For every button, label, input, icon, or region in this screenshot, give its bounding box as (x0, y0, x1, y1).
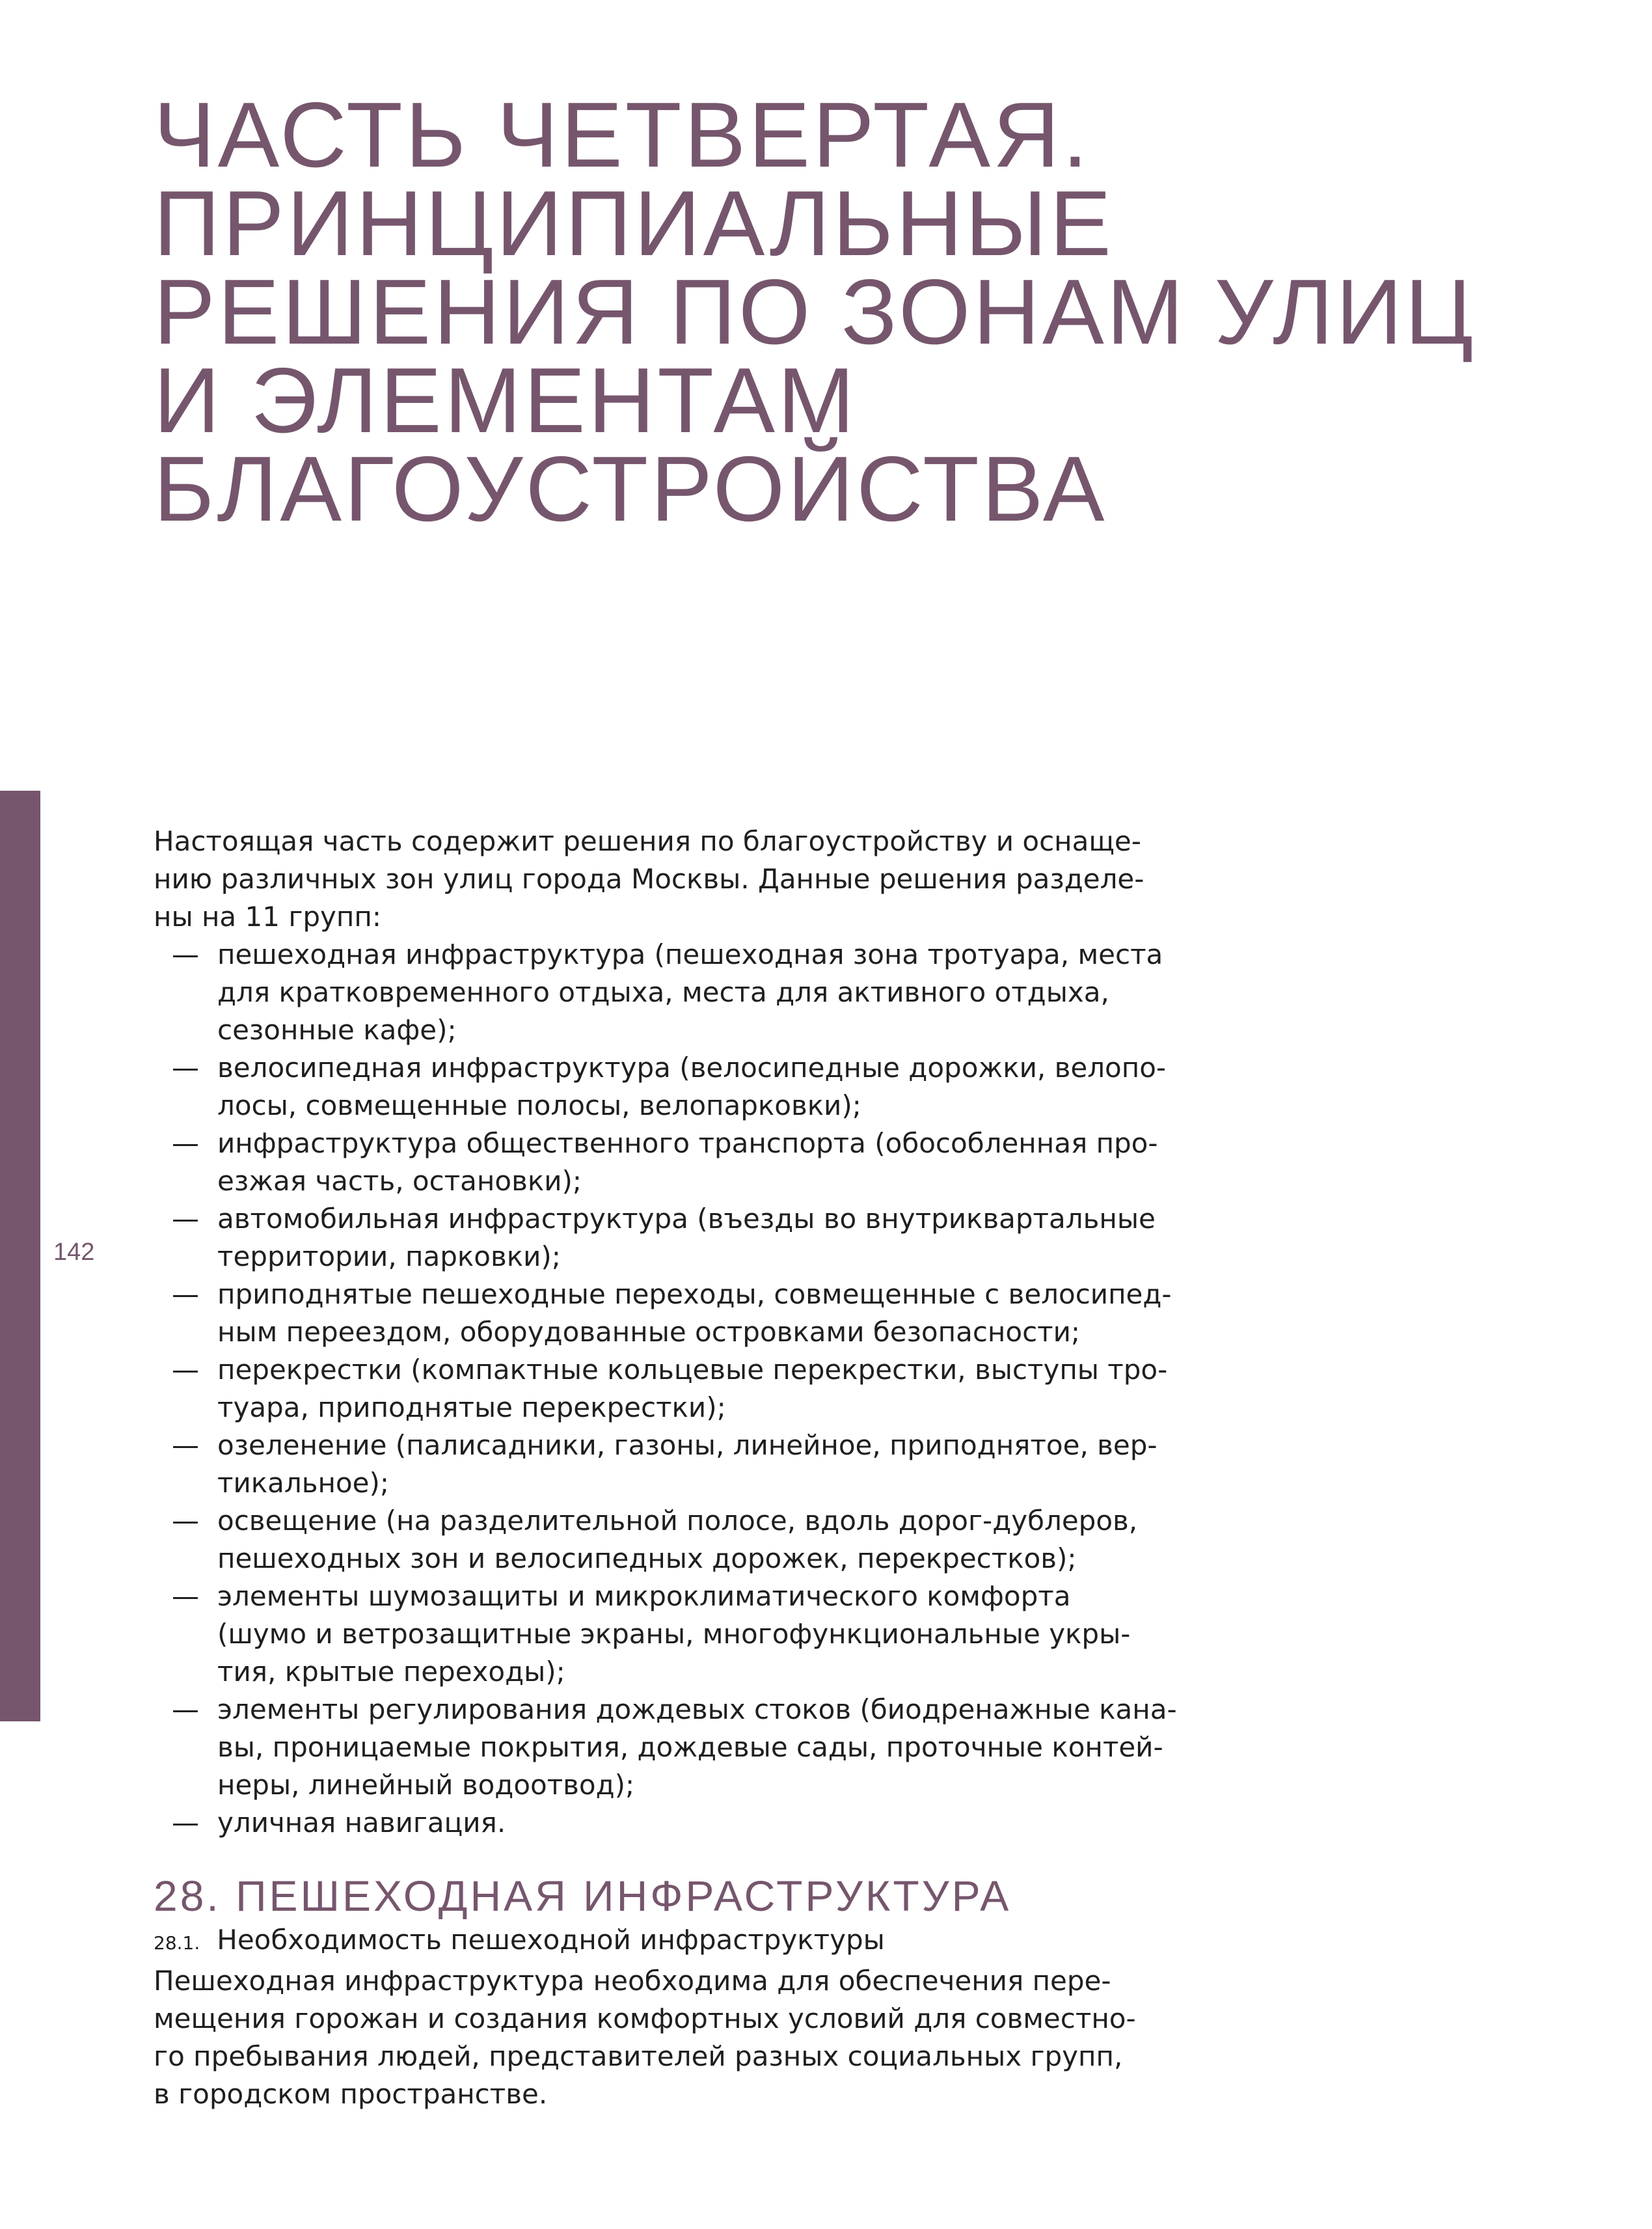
list-item-line: лосы, совмещенные полосы, велопарковки); (217, 1089, 861, 1121)
list-item (154, 936, 1162, 1049)
part-title (154, 83, 1520, 541)
list-item (154, 1125, 1162, 1200)
body-line: Пешеходная инфраструктура необходима для обеспечения пере- (154, 1965, 1111, 1997)
groups-list (154, 936, 1177, 1842)
list-item-line: вы, проницаемые покрытия, дождевые сады, проточные контей- (217, 1731, 1163, 1763)
dash-bullet: — (172, 1127, 199, 1159)
dash-bullet: — (172, 1203, 199, 1235)
list-item-line: для кратковременного отдыха, места для активного отдыха, (217, 976, 1109, 1008)
body-line: в городском пространстве. (154, 2078, 548, 2110)
subsection-title-text: Необходимость пешеходной инфраструктуры (217, 1924, 885, 1956)
dash-bullet: — (172, 1505, 199, 1537)
list-item-line: элементы регулирования дождевых стоков (биодренажные кана- (217, 1693, 1177, 1725)
subsection-number: 28.1. (154, 1932, 200, 1954)
part-title-line: БЛАГОУСТРОЙСТВА (154, 437, 1107, 541)
list-item-line: инфраструктура общественного транспорта (обособленная про- (217, 1127, 1158, 1159)
list-item (154, 1049, 1167, 1125)
intro-line: ны на 11 групп: (154, 901, 381, 933)
intro-line: нию различных зон улиц города Москвы. Данные решения разделе- (154, 863, 1144, 895)
subsection-title (154, 1921, 1162, 1962)
dash-bullet: — (172, 1580, 199, 1612)
list-item-line: автомобильная инфраструктура (въезды во внутриквартальные (217, 1203, 1156, 1235)
body-line: го пребывания людей, представителей разных социальных групп, (154, 2040, 1123, 2072)
side-accent-bar (0, 791, 40, 1721)
list-item-line: озеленение (палисадники, газоны, линейное, приподнятое, вер- (217, 1429, 1158, 1461)
list-item-line: тикальное); (217, 1467, 389, 1499)
list-item-line: тия, крытые переходы); (217, 1656, 565, 1688)
dash-bullet: — (172, 1429, 199, 1461)
list-item-line: ным переездом, оборудованные островками безопасности; (217, 1316, 1081, 1348)
main-content (154, 823, 1177, 2113)
list-item (154, 1351, 1168, 1427)
dash-bullet: — (172, 1052, 199, 1084)
part-title-line: РЕШЕНИЯ ПО ЗОНАМ УЛИЦ (154, 260, 1476, 364)
list-item-line: перекрестки (компактные кольцевые перекрестки, выступы тро- (217, 1354, 1168, 1386)
dash-bullet: — (172, 1278, 199, 1310)
list-item (154, 1804, 1162, 1842)
list-item (154, 1502, 1162, 1578)
section-heading: 28. ПЕШЕХОДНАЯ ИНФРАСТРУКТУРА (154, 1872, 1012, 1920)
list-item-line: езжая часть, остановки); (217, 1165, 582, 1197)
dash-bullet: — (172, 1807, 199, 1839)
page-number: 142 (53, 1238, 95, 1266)
list-item-line: пешеходная инфраструктура (пешеходная зона тротуара, места (217, 938, 1163, 970)
list-item-line: элементы шумозащиты и микроклиматического комфорта (217, 1580, 1071, 1612)
list-item-line: неры, линейный водоотвод); (217, 1769, 635, 1801)
part-title-line: ЧАСТЬ ЧЕТВЕРТАЯ. (154, 83, 1091, 187)
list-item (154, 1200, 1162, 1276)
list-item-line: освещение (на разделительной полосе, вдоль дорог-дублеров, (217, 1505, 1138, 1537)
list-item (154, 1578, 1162, 1691)
list-item (154, 1427, 1162, 1502)
list-item-line: территории, парковки); (217, 1240, 561, 1272)
dash-bullet: — (172, 1693, 199, 1725)
list-item-line: туара, приподнятые перекрестки); (217, 1391, 726, 1423)
list-item-line: велосипедная инфраструктура (велосипедные дорожки, велопо- (217, 1052, 1167, 1084)
body-line: мещения горожан и создания комфортных условий для совместно- (154, 2003, 1136, 2034)
list-item-line: (шумо и ветрозащитные экраны, многофункциональные укры- (217, 1618, 1131, 1650)
list-item-line: приподнятые пешеходные переходы, совмещенные с велосипед- (217, 1278, 1172, 1310)
part-title-line: ПРИНЦИПИАЛЬНЫЕ (154, 172, 1114, 275)
dash-bullet: — (172, 1354, 199, 1386)
list-item-line: сезонные кафе); (217, 1014, 457, 1046)
dash-bullet: — (172, 938, 199, 970)
list-item (154, 1691, 1177, 1804)
list-item-line: уличная навигация. (217, 1807, 506, 1839)
part-title-line: И ЭЛЕМЕНТАМ (154, 349, 858, 452)
intro-line: Настоящая часть содержит решения по благоустройству и оснаще- (154, 825, 1141, 857)
intro-paragraph (154, 823, 1162, 936)
list-item-line: пешеходных зон и велосипедных дорожек, перекрестков); (217, 1542, 1077, 1574)
list-item (154, 1276, 1172, 1351)
section-body-paragraph (154, 1962, 1162, 2113)
